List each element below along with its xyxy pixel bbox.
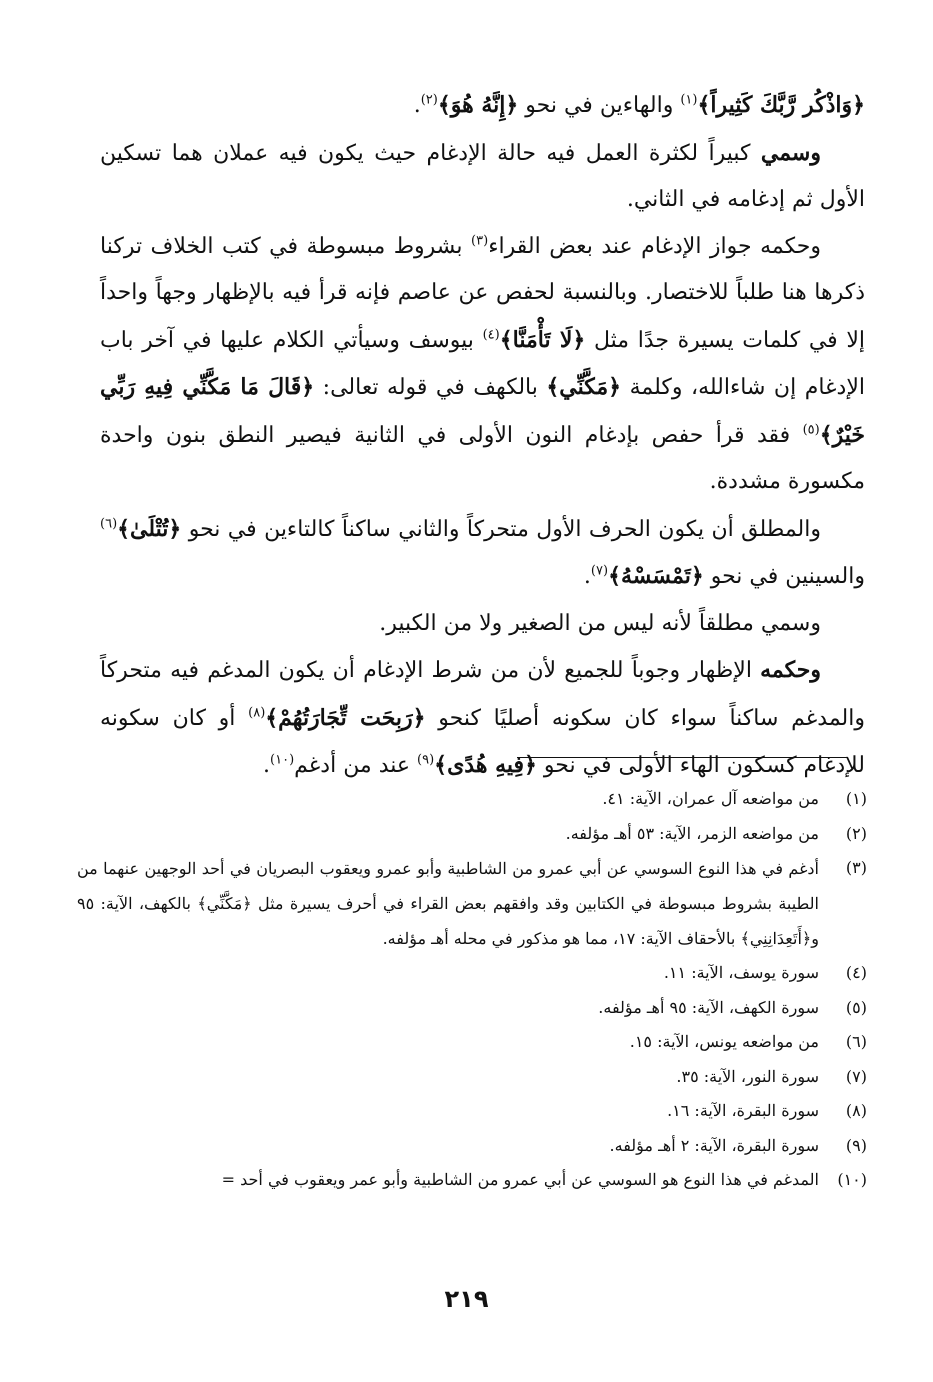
quran-quote: ﴿لَا تَأْمَنَّا﴾ (499, 326, 586, 353)
footnote-ref[interactable]: (١) (680, 92, 698, 108)
footnote-number: (٨) (845, 1101, 867, 1120)
footnote-number: (١٠) (837, 1170, 867, 1189)
footnote-text: سورة يوسف، الآية: ١١. (663, 963, 819, 982)
paragraph-5: وسمي مطلقاً لأنه ليس من الصغير ولا من الكبير. (379, 610, 821, 636)
term-lead: وحكمه (760, 657, 821, 683)
quran-quote: ﴿فِيهِ هُدًى﴾ (434, 752, 537, 778)
paragraph-1: ﴿وَاذْكُر رَّبَّكَ كَثِيراً﴾$^{(١)}$ والهاءين في نحو ﴿إِنَّهُ هُوَ﴾$^{(٢)}$. (413, 92, 865, 118)
footnote-text: سورة النور، الآية: ٣٥. (676, 1066, 819, 1086)
footnote-number: (٤) (845, 963, 867, 982)
quran-quote: ﴿تَمْسَسْهُ﴾ (608, 563, 704, 589)
paragraph-6: وحكمه الإظهار وجوباً للجميع لأن من شرط الإدغام أن يكون المدغم فيه متحركاً والمدغم ساكناً سواء كان سكونه أصليًا كنحو ﴿رَبِحَت تِّجَارَتُهُمْ﴾$^{(٨)}$ أو كان سكونه للإدغام كسكون الهاء الأولى في نحو ﴿فِيهِ هُدًى﴾$^{(٩)}$ عند من أدغم$^{(١٠)}$. (100, 657, 865, 778)
footnote-separator (517, 757, 847, 758)
quran-quote: ﴿رَبِحَت تِّجَارَتُهُمْ﴾ (265, 704, 426, 731)
footnote-number: (٣) (845, 858, 867, 877)
footnote-number: (١) (845, 789, 867, 808)
footnote-item (77, 1163, 867, 1198)
paragraph-4: والمطلق أن يكون الحرف الأول متحركاً والثاني ساكناً كالتاءين في نحو ﴿تُتْلَىٰ﴾$^{(٦)}$ والسينين في نحو ﴿تَمْسَسْهُ﴾$^{(٧)}$. (100, 515, 865, 589)
term-lead: وسمي (760, 139, 821, 166)
footnote-item (77, 956, 867, 991)
footnote-ref[interactable]: (١٠) (270, 752, 295, 768)
footnote-text: من مواضعه يونس، الآية: ١٥. (629, 1032, 819, 1051)
footnote-text: سورة البقرة، الآية: ٢ أهـ مؤلفه. (609, 1135, 819, 1155)
paragraph-2: وسمي كبيراً لكثرة العمل فيه حالة الإدغام حيث يكون فيه عملان هما تسكين الأول ثم إدغامه في الثاني. (100, 139, 865, 212)
footnote-ref[interactable]: (٥) (802, 422, 820, 438)
footnote-number: (٦) (845, 1032, 867, 1051)
quran-quote: ﴿إِنَّهُ هُوَ﴾ (437, 92, 519, 118)
footnote-item (77, 1094, 867, 1129)
paragraph-3: وحكمه جواز الإدغام عند بعض القراء$^{(٣)}$ بشروط مبسوطة في كتب الخلاف تركنا ذكرها هنا طلباً للاختصار. وبالنسبة لحفص عن عاصم فإنه قرأ فيه بالإظهار وجهاً واحداً إلا في كلمات يسيرة جدًا مثل ﴿لَا تَأْمَنَّا﴾$^{(٤)}$ بيوسف وسيأتي الكلام عليها في آخر باب الإدغام إن شاءالله، وكلمة ﴿مَكَّنِّي﴾ بالكهف في قوله تعالى: ﴿قَالَ مَا مَكَّنِّي فِيهِ رَبِّي خَيْرٌ﴾$^{(٥)}$ فقد قرأ حفص بإدغام النون الأولى في الثانية فيصير النطق بنون واحدة مكسورة مشددة. (100, 233, 865, 494)
footnote-text: سورة البقرة، الآية: ١٦. (667, 1101, 819, 1120)
footnote-item (77, 817, 867, 852)
footnote-text: أدغم في هذا النوع السوسي عن أبي عمرو من الشاطبية وأبو عمرو ويعقوب البصريان في أحد الوجهين عنهما من الطيبة بشروط مبسوطة في الكتابين وقد وافقهم بعض القراء في أحرف يسيرة مثل ﴿مَكَّنِّي﴾ بالكهف، الآية: ٩٥ و﴿أَتَعِدَانِنِي﴾ بالأحقاف الآية: ١٧، مما هو مذكور في محله أهـ مؤلفه. (77, 859, 819, 948)
footnotes (77, 782, 867, 1198)
footnote-number: (٥) (845, 997, 867, 1017)
footnote-item (77, 782, 867, 817)
footnote-number: (٧) (845, 1066, 867, 1086)
footnote-ref[interactable]: (٤) (482, 327, 500, 343)
footnote-text: المدغم في هذا النوع هو السوسي عن أبي عمرو من الشاطبية وأبو عمر ويعقوب في أحد = (221, 1170, 819, 1189)
footnote-item (77, 1025, 867, 1060)
quran-quote: ﴿وَاذْكُر رَّبَّكَ كَثِيراً﴾ (697, 92, 865, 118)
footnote-text: من مواضعه آل عمران، الآية: ٤١. (602, 789, 819, 808)
quran-quote: ﴿تُتْلَىٰ﴾ (117, 515, 182, 542)
footnote-ref[interactable]: (٨) (248, 705, 266, 721)
quran-quote: ﴿مَكَّنِّي﴾ (546, 374, 622, 400)
main-text (100, 82, 865, 790)
footnote-text: سورة الكهف، الآية: ٩٥ أهـ مؤلفه. (598, 997, 819, 1017)
footnote-ref[interactable]: (٧) (590, 563, 609, 579)
footnote-item (77, 991, 867, 1026)
footnote-ref[interactable]: (٢) (420, 92, 438, 108)
page-number: ٢١٩ (444, 1285, 489, 1313)
footnote-item (77, 1129, 867, 1164)
footnote-number: (٩) (845, 1135, 867, 1155)
footnote-ref[interactable]: (٩) (417, 752, 435, 768)
footnote-item (77, 1060, 867, 1095)
footnote-ref[interactable]: (٣) (471, 233, 489, 249)
footnote-ref[interactable]: (٦) (100, 516, 118, 532)
quran-quote: ﴿قَالَ مَا مَكَّنِّي فِيهِ رَبِّي خَيْرٌ﴾ (100, 374, 865, 448)
footnote-text: من مواضعه الزمر، الآية: ٥٣ أهـ مؤلفه. (565, 823, 819, 843)
footnote-number: (٢) (845, 823, 867, 843)
footnote-item (77, 851, 867, 956)
